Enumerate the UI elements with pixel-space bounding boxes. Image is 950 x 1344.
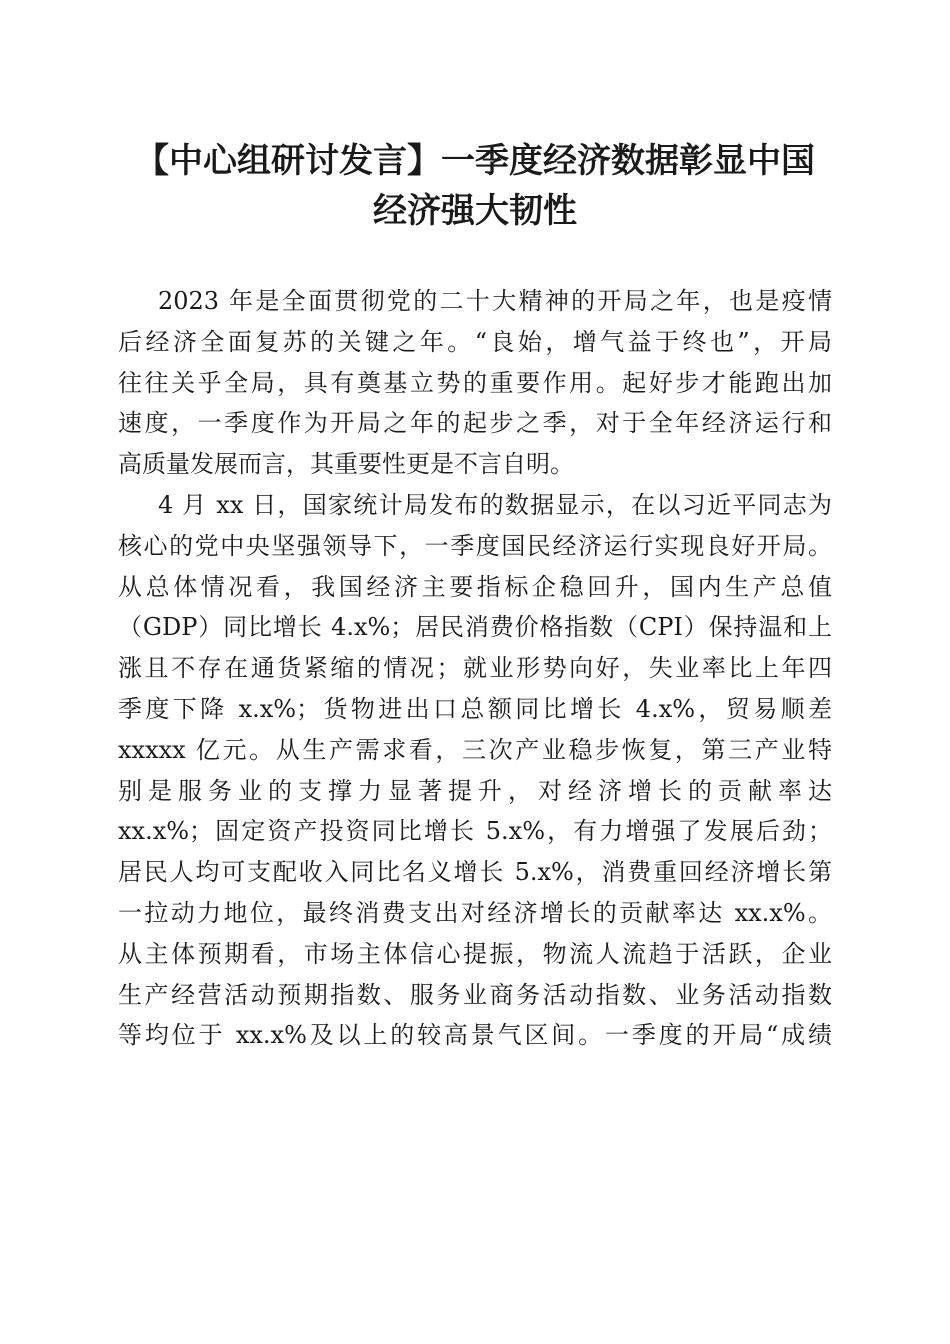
text-line: 居民人均可支配收入同比名义增长 5.x%，消费重回经济增长第 <box>118 858 832 887</box>
text-line: 2023 年是全面贯彻党的二十大精神的开局之年，也是疫情 <box>158 287 832 315</box>
text-line: 高质量发展而言，其重要性更是不言自明。 <box>118 450 574 479</box>
paragraph-2 <box>118 485 832 1056</box>
text-line: （GDP）同比增长 4.x%；居民消费价格指数（CPI）保持温和上 <box>118 613 832 642</box>
document-title <box>110 136 840 236</box>
text-line: 从主体预期看，市场主体信心提振，物流人流趋于活跃，企业 <box>118 939 832 968</box>
text-line: xxxxx 亿元。从生产需求看，三次产业稳步恢复，第三产业特 <box>118 735 832 764</box>
text-line: 往往关乎全局，具有奠基立势的重要作用。起好步才能跑出加 <box>118 368 832 397</box>
document-body <box>118 281 832 1056</box>
text-line: 生产经营活动预期指数、服务业商务活动指数、业务活动指数 <box>118 980 832 1009</box>
text-line: 等均位于 xx.x%及以上的较高景气区间。一季度的开局“成绩 <box>118 1021 832 1050</box>
text-line: 涨且不存在通货紧缩的情况；就业形势向好，失业率比上年四 <box>118 654 832 683</box>
text-line: 季度下降 x.x%；货物进出口总额同比增长 4.x%，贸易顺差 <box>118 694 832 723</box>
text-line: 从总体情况看，我国经济主要指标企稳回升，国内生产总值 <box>118 572 832 601</box>
text-line: 一拉动力地位，最终消费支出对经济增长的贡献率达 xx.x%。 <box>118 898 832 927</box>
text-line: 后经济全面复苏的关键之年。“良始，增气益于终也”，开局 <box>118 327 832 356</box>
text-line: 4 月 xx 日，国家统计局发布的数据显示，在以习近平同志为 <box>158 490 832 519</box>
text-line: 别是服务业的支撑力显著提升，对经济增长的贡献率达 <box>118 776 832 805</box>
title-line: 【中心组研讨发言】一季度经济数据彰显中国 <box>135 141 815 181</box>
text-line: xx.x%；固定资产投资同比增长 5.x%，有力增强了发展后劲； <box>118 817 832 846</box>
title-line: 经济强大韧性 <box>373 191 577 231</box>
text-line: 核心的党中央坚强领导下，一季度国民经济运行实现良好开局。 <box>118 531 832 560</box>
text-line: 速度，一季度作为开局之年的起步之季，对于全年经济运行和 <box>118 409 832 438</box>
paragraph-1 <box>118 281 832 485</box>
